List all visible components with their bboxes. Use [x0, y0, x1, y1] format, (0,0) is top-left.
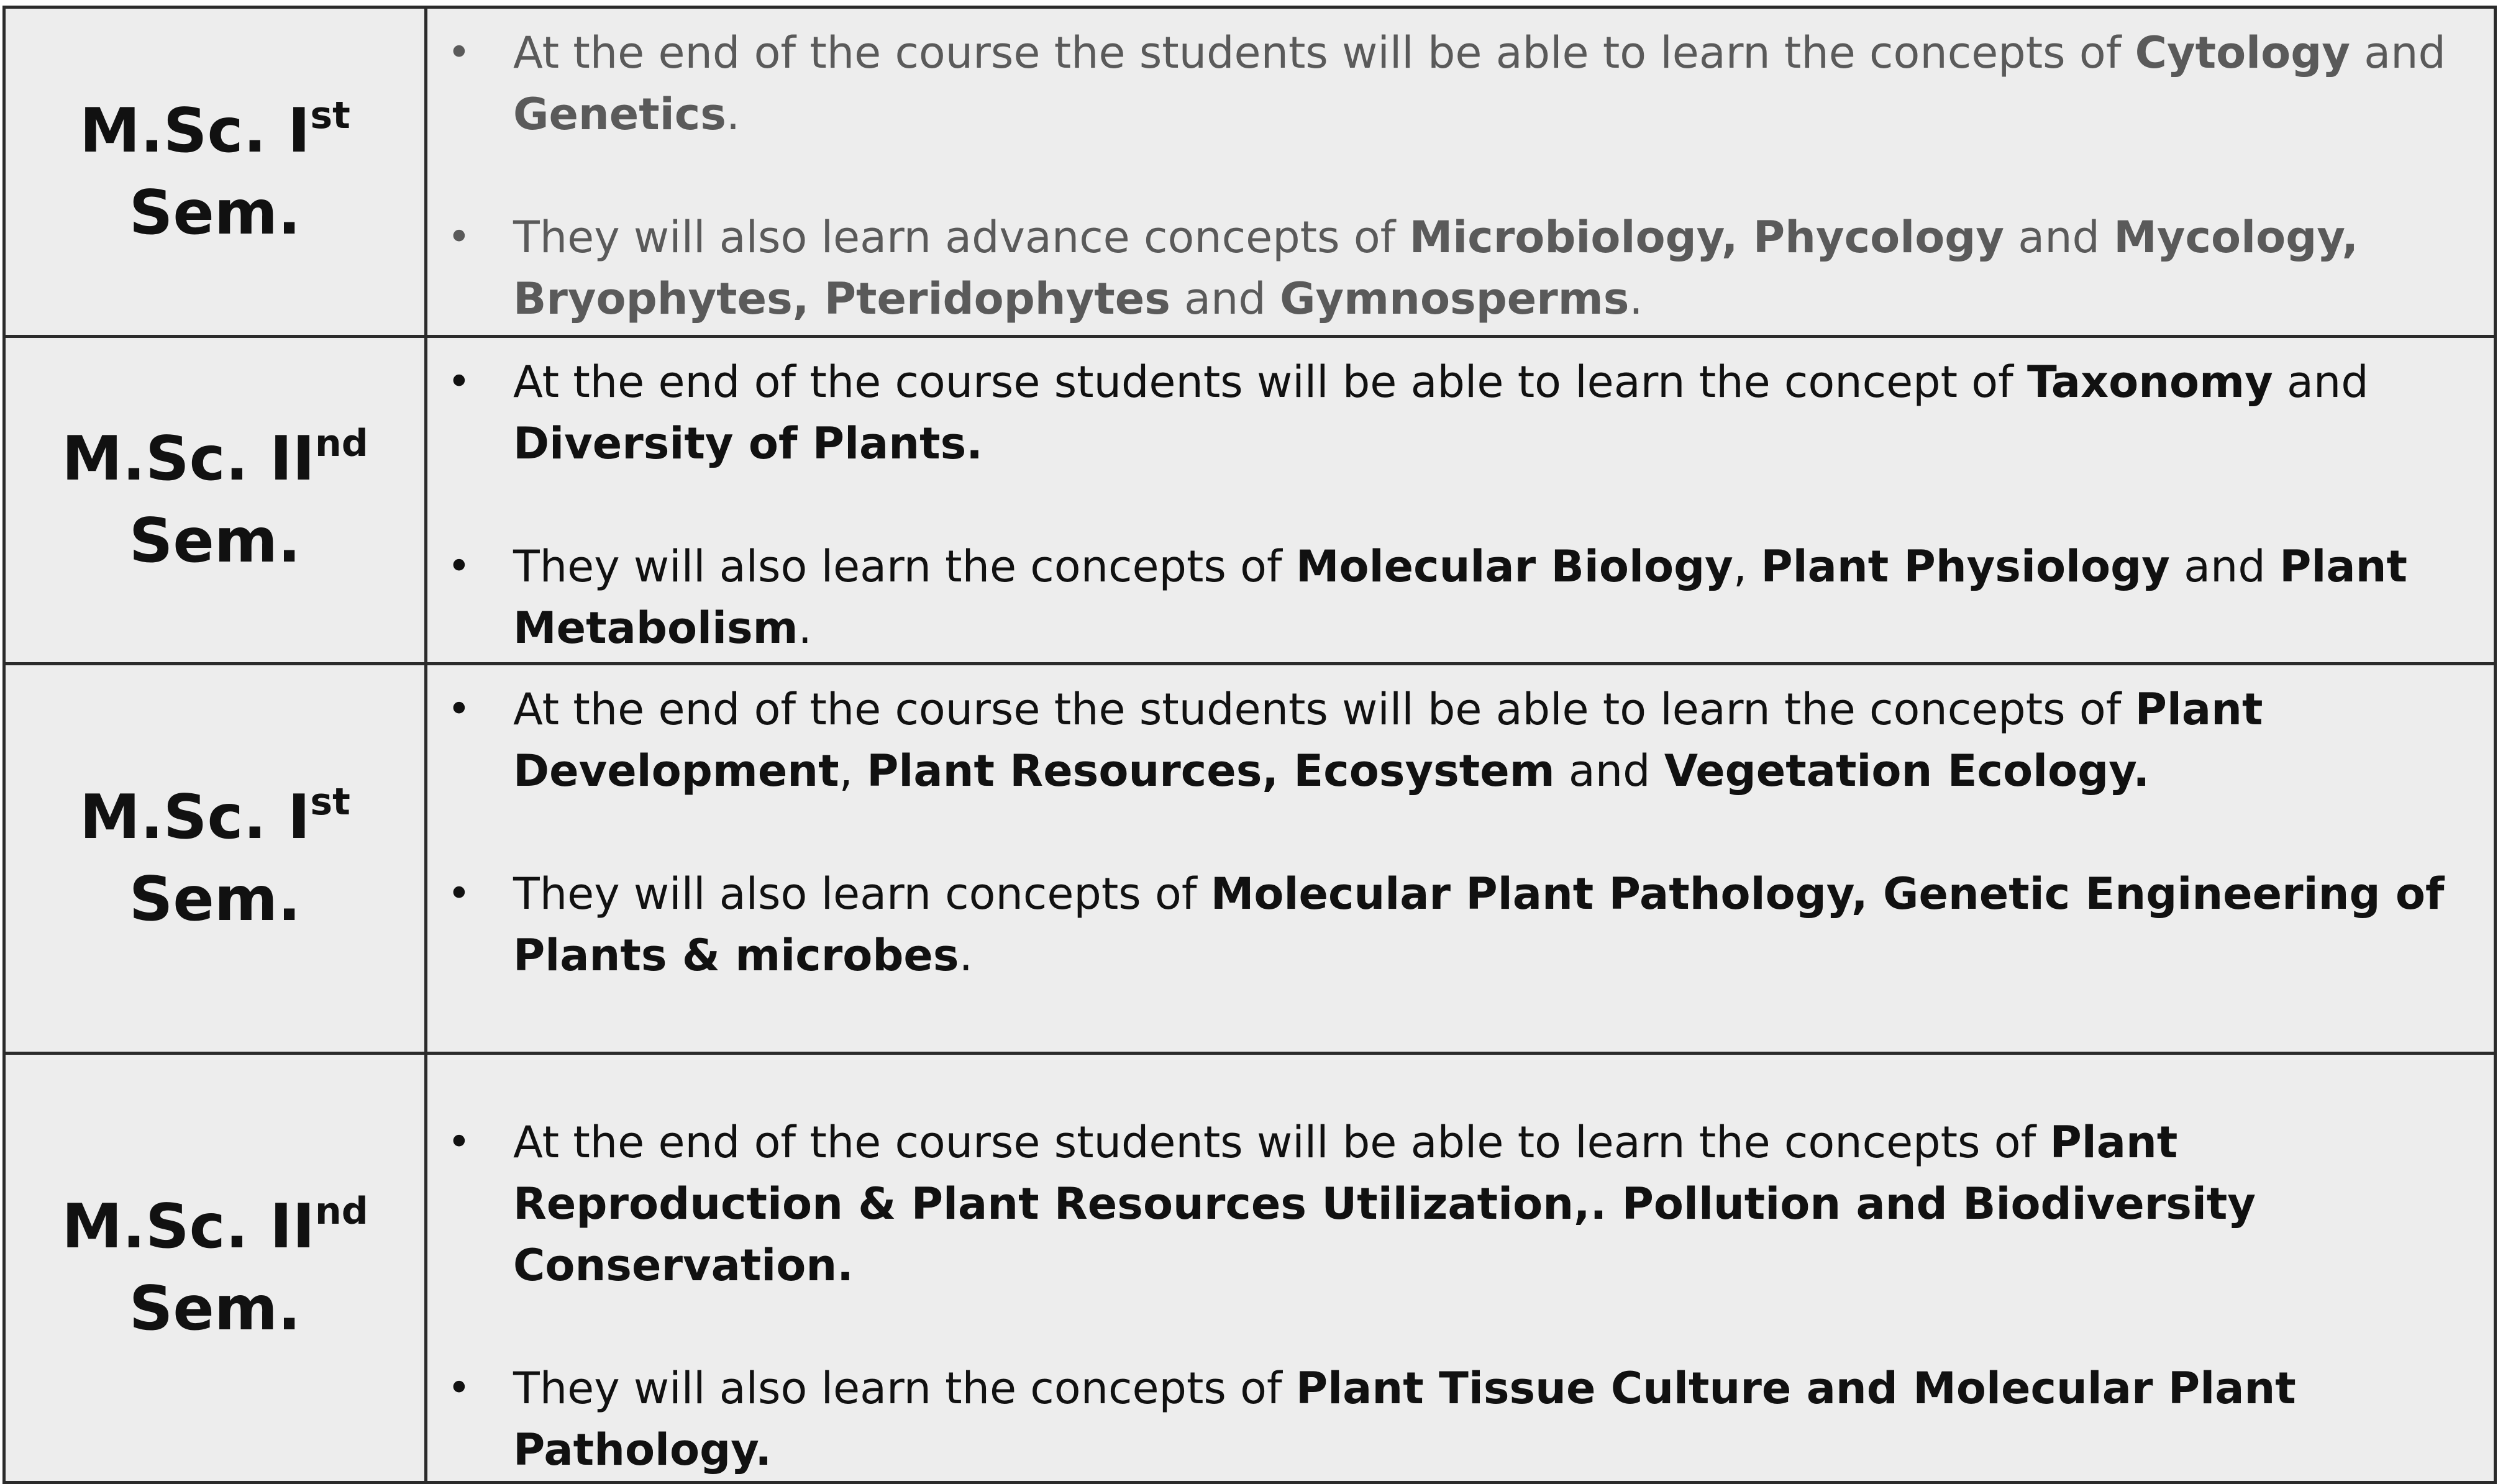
- outcome-text: and: [2273, 357, 2369, 407]
- outcome-text: At the end of the course the students will be able to learn the concepts of: [513, 27, 2135, 78]
- outcome-bullet-item: [427, 1112, 2469, 1296]
- outcome-text: ,: [839, 745, 867, 796]
- semester-word: Sem.: [129, 864, 301, 935]
- outcome-text: .: [1629, 273, 1643, 324]
- semester-label: M.Sc. I: [80, 95, 311, 166]
- outcome-bold-text: Plant Metabolism: [513, 541, 2407, 653]
- semester-word: Sem.: [129, 177, 301, 248]
- semester-label: M.Sc. II: [62, 424, 316, 494]
- outcome-text: ,: [1733, 541, 1761, 592]
- outcomes-list: [427, 9, 2494, 330]
- outcome-bold-text: Molecular Biology: [1295, 541, 1733, 592]
- outcome-bold-text: Genetics: [513, 89, 726, 140]
- bullet-dot-icon: •: [447, 30, 471, 76]
- outcome-bold-text: Plant Resources, Ecosystem: [867, 745, 1555, 796]
- outcomes-cell: [426, 664, 2496, 1054]
- semester-cell: [4, 1054, 426, 1483]
- semester-ordinal-suffix: st: [310, 93, 350, 137]
- outcome-bold-text: Gymnosperms: [1280, 273, 1630, 324]
- outcome-bold-text: Cytology: [2135, 27, 2351, 78]
- outcome-bold-text: Molecular Plant Pathology, Genetic Engineering of Plants & microbes: [513, 868, 2445, 981]
- outcomes-cell: [426, 1054, 2496, 1483]
- outcome-bold-text: Plant Reproduction & Plant Resources Utilization,. Pollution and Biodiversity Conservation.: [513, 1117, 2256, 1291]
- semester-word: Sem.: [129, 506, 301, 576]
- outcome-bold-text: Diversity of Plants.: [513, 418, 983, 469]
- semester-cell: [4, 7, 426, 337]
- table-row: [4, 7, 2496, 337]
- outcome-text: At the end of the course students will be able to learn the concepts of: [513, 1117, 2050, 1168]
- semester-cell: [4, 664, 426, 1054]
- bullet-dot-icon: •: [447, 1119, 471, 1165]
- bullet-dot-icon: •: [447, 359, 471, 405]
- outcome-text: and: [1554, 745, 1664, 796]
- semester-ordinal-suffix: nd: [315, 1190, 368, 1233]
- bullet-dot-icon: •: [447, 544, 471, 590]
- outcome-text: .: [959, 930, 973, 981]
- semester-label: M.Sc. II: [62, 1191, 316, 1262]
- bullet-dot-icon: •: [447, 686, 471, 732]
- outcome-bold-text: Plant Tissue Culture and Molecular Plant Pathology.: [513, 1363, 2296, 1475]
- table-row: [4, 1054, 2496, 1483]
- outcome-bold-text: Plant Physiology: [1761, 541, 2170, 592]
- outcome-bold-text: Taxonomy: [2027, 357, 2273, 407]
- outcome-text: and: [2169, 541, 2280, 592]
- outcome-bullet-item: [427, 22, 2469, 145]
- outcomes-list: [427, 1055, 2494, 1481]
- table-row: [4, 337, 2496, 664]
- outcome-text: They will also learn the concepts of: [513, 1363, 1296, 1414]
- semester-label: M.Sc. I: [80, 782, 311, 853]
- semester-ordinal-suffix: nd: [315, 422, 368, 465]
- semester-cell: [4, 337, 426, 664]
- bullet-dot-icon: •: [447, 214, 471, 260]
- semester-ordinal-suffix: st: [310, 780, 350, 824]
- outcome-text: and: [2004, 212, 2114, 263]
- outcome-text: They will also learn concepts of: [513, 868, 1211, 919]
- outcome-text: They will also learn the concepts of: [513, 541, 1296, 592]
- outcome-bold-text: Plant Development: [513, 684, 2263, 796]
- course-outcomes-table: [2, 6, 2497, 1484]
- outcome-bullet-item: [427, 207, 2469, 330]
- outcomes-list: [427, 338, 2494, 659]
- outcome-bullet-item: [427, 536, 2469, 659]
- table-row: [4, 664, 2496, 1054]
- outcome-text: At the end of the course students will be able to learn the concept of: [513, 357, 2028, 407]
- outcome-text: At the end of the course the students will be able to learn the concepts of: [513, 684, 2135, 735]
- outcome-bold-text: Mycology, Bryophytes, Pteridophytes: [513, 212, 2359, 324]
- outcome-text: and: [1170, 273, 1280, 324]
- outcomes-cell: [426, 7, 2496, 337]
- bullet-dot-icon: •: [447, 1365, 471, 1411]
- bullet-dot-icon: •: [447, 871, 471, 917]
- outcome-bullet-item: [427, 352, 2469, 475]
- outcome-text: .: [726, 89, 741, 140]
- outcome-bullet-item: [427, 863, 2469, 986]
- semester-word: Sem.: [129, 1273, 301, 1344]
- outcome-text: They will also learn advance concepts of: [513, 212, 1410, 263]
- outcome-bold-text: Vegetation Ecology.: [1664, 745, 2150, 796]
- outcome-bold-text: Microbiology, Phycology: [1409, 212, 2005, 263]
- outcome-text: .: [798, 603, 812, 653]
- outcome-bullet-item: [427, 1358, 2469, 1481]
- outcome-bullet-item: [427, 679, 2469, 802]
- outcomes-cell: [426, 337, 2496, 664]
- outcome-text: and: [2350, 27, 2446, 78]
- outcomes-list: [427, 665, 2494, 986]
